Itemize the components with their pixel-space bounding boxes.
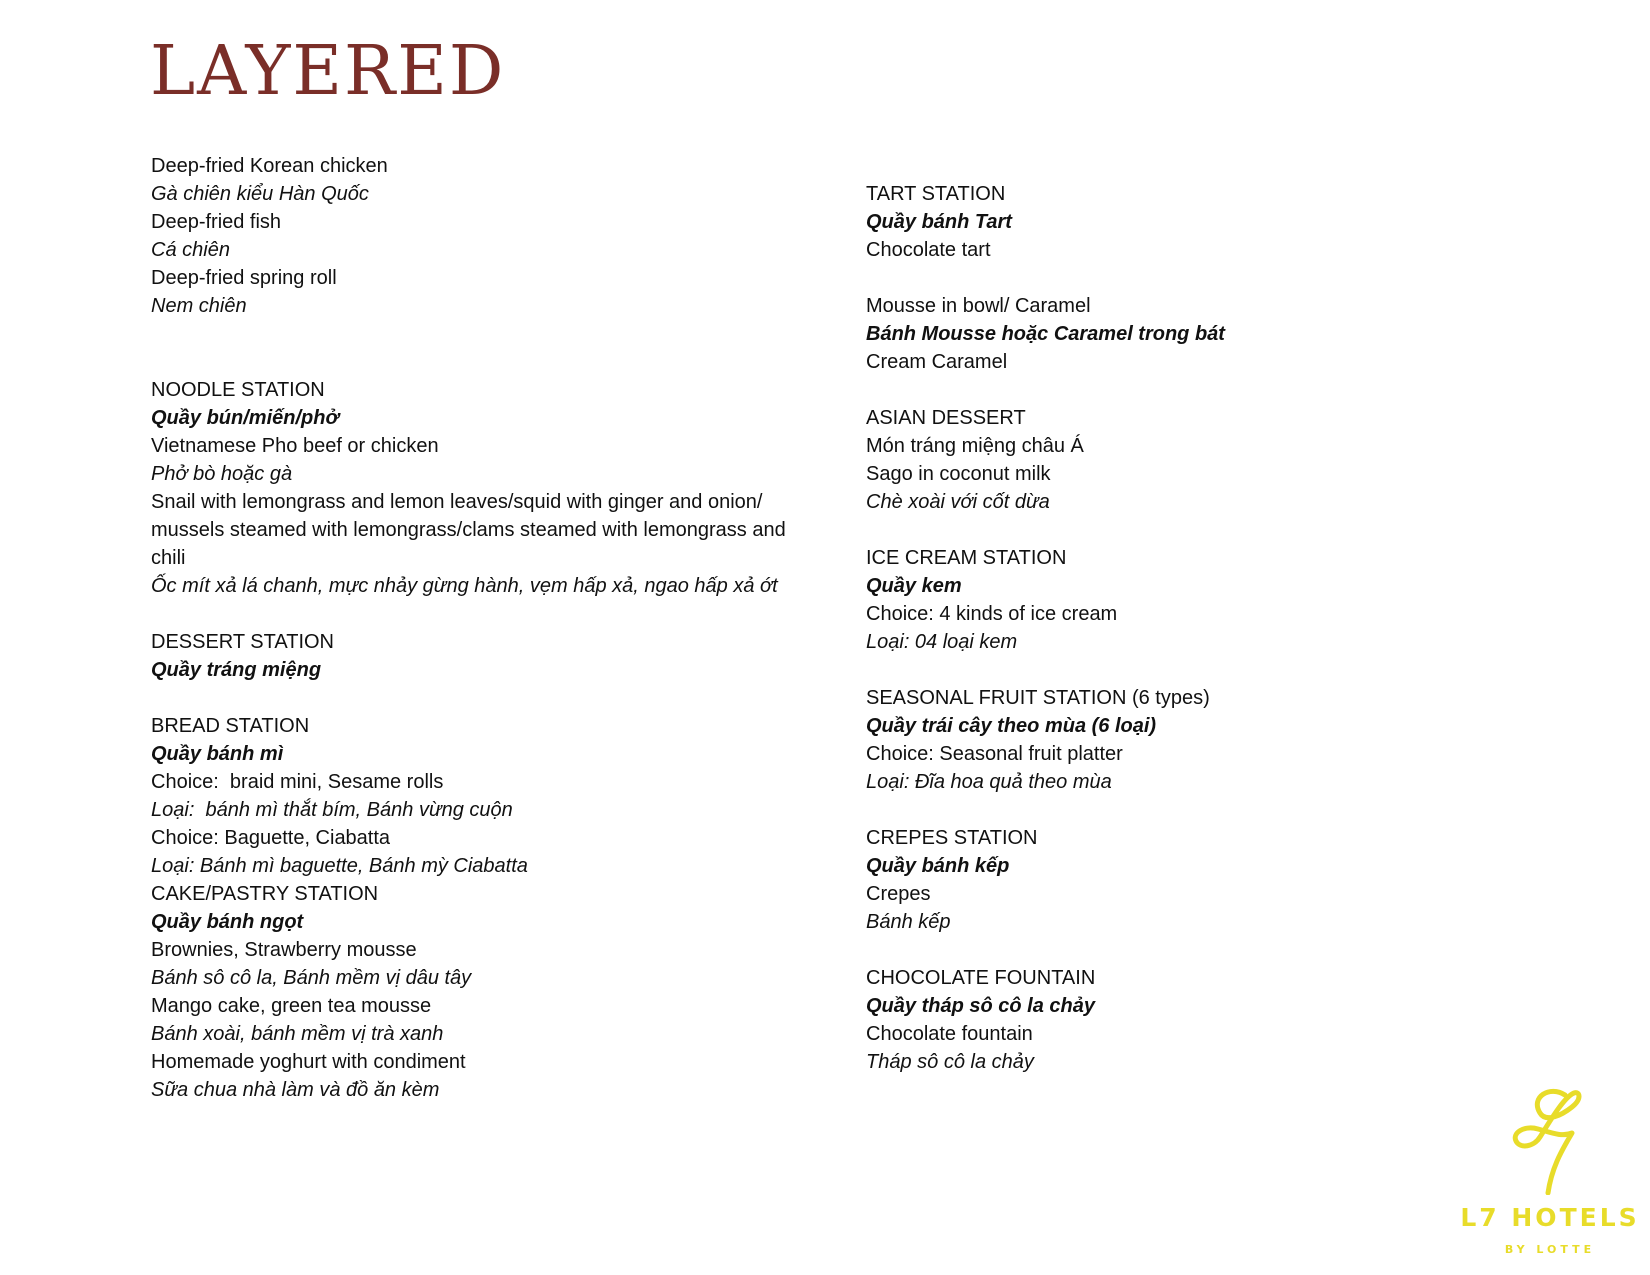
menu-item: Snail with lemongrass and lemon leaves/squid with ginger and onion/ mussels steamed with lemongrass/clams steamed with lemongrass and chili [151, 491, 792, 569]
menu-item: Cream Caramel [866, 351, 1008, 373]
menu-item-vietnamese: Loại: bánh mì thắt bím, Bánh vừng cuộn [151, 799, 513, 821]
station-heading: CREPES STATION [866, 827, 1038, 849]
menu-item: Chocolate fountain [866, 1023, 1033, 1045]
menu-item-vietnamese: Sữa chua nhà làm và đồ ăn kèm [151, 1079, 440, 1101]
menu-item: Deep-fried Korean chicken [151, 155, 388, 177]
menu-item: Vietnamese Pho beef or chicken [151, 435, 439, 457]
menu-item-vietnamese: Nem chiên [151, 295, 247, 317]
menu-item: Choice: 4 kinds of ice cream [866, 603, 1118, 625]
menu-item-vietnamese: Loại: Đĩa hoa quả theo mùa [866, 771, 1112, 793]
station-heading: Mousse in bowl/ Caramel [866, 295, 1091, 317]
logo-subtitle: BY LOTTE [1504, 1243, 1596, 1256]
station-heading-vietnamese: Quầy bún/miến/phở [151, 407, 339, 429]
station-heading: CHOCOLATE FOUNTAIN [866, 967, 1096, 989]
menu-item: Homemade yoghurt with condiment [151, 1051, 466, 1073]
menu-item-vietnamese: Gà chiên kiểu Hàn Quốc [151, 183, 369, 205]
station-heading: BREAD STATION [151, 715, 310, 737]
menu-item-vietnamese: Bánh sô cô la, Bánh mềm vị dâu tây [151, 967, 472, 989]
menu-item-vietnamese: Ốc mít xả lá chanh, mực nhảy gừng hành, vẹm hấp xả, ngao hấp xả ớt [151, 575, 778, 597]
station-heading: NOODLE STATION [151, 379, 325, 401]
menu-item: Sago in coconut milk [866, 463, 1051, 485]
menu-item: Crepes [866, 883, 931, 905]
menu-item: Brownies, Strawberry mousse [151, 939, 417, 961]
station-heading-vietnamese: Quầy bánh Tart [866, 211, 1012, 233]
station-heading-vietnamese: Quầy bánh mì [151, 743, 284, 765]
station-heading: CAKE/PASTRY STATION [151, 883, 379, 905]
brand-title: LAYERED [150, 32, 506, 111]
station-heading-vietnamese: Bánh Mousse hoặc Caramel trong bát [866, 323, 1225, 345]
menu-item-vietnamese: Loại: 04 loại kem [866, 631, 1018, 653]
station-heading: SEASONAL FRUIT STATION (6 types) [866, 687, 1210, 709]
hotel-logo [1455, 1085, 1645, 1265]
station-heading-vietnamese: Quầy kem [866, 575, 962, 597]
menu-item-vietnamese: Bánh kếp [866, 911, 951, 933]
spacer [866, 656, 1386, 684]
spacer [866, 376, 1386, 404]
station-heading-vietnamese: Quầy tháp sô cô la chảy [866, 995, 1095, 1017]
spacer [151, 320, 811, 376]
menu-item-vietnamese: Phở bò hoặc gà [151, 463, 293, 485]
menu-item-vietnamese: Loại: Bánh mì baguette, Bánh mỳ Ciabatta [151, 855, 528, 877]
menu-item: Choice: braid mini, Sesame rolls [151, 771, 444, 793]
logo-name: L7 HOTELS [1460, 1203, 1640, 1232]
station-heading-vietnamese: Quầy tráng miệng [151, 659, 322, 681]
menu-item-vietnamese: Tháp sô cô la chảy [866, 1051, 1034, 1073]
menu-item-vietnamese: Cá chiên [151, 239, 230, 261]
spacer [151, 600, 811, 628]
menu-item: Choice: Baguette, Ciabatta [151, 827, 391, 849]
menu-item: Choice: Seasonal fruit platter [866, 743, 1123, 765]
station-heading: ASIAN DESSERT [866, 407, 1026, 429]
station-heading: TART STATION [866, 183, 1006, 205]
spacer [866, 264, 1386, 292]
spacer [866, 936, 1386, 964]
menu-item-vietnamese: Chè xoài với cốt dừa [866, 491, 1050, 513]
station-heading: Món tráng miệng châu Á [866, 435, 1084, 457]
menu-item-vietnamese: Bánh xoài, bánh mềm vị trà xanh [151, 1023, 444, 1045]
station-heading: DESSERT STATION [151, 631, 334, 653]
menu-item: Chocolate tart [866, 239, 991, 261]
station-heading: ICE CREAM STATION [866, 547, 1067, 569]
menu-item: Mango cake, green tea mousse [151, 995, 432, 1017]
station-heading-vietnamese: Quầy bánh kếp [866, 855, 1010, 877]
spacer [866, 796, 1386, 824]
menu-item: Deep-fried spring roll [151, 267, 337, 289]
menu-column-right [866, 180, 1386, 1076]
station-heading-vietnamese: Quầy bánh ngọt [151, 911, 304, 933]
menu-column-left [151, 152, 811, 1104]
spacer [151, 684, 811, 712]
spacer [866, 516, 1386, 544]
menu-item: Deep-fried fish [151, 211, 282, 233]
l7-script-monogram-icon [1510, 1085, 1590, 1195]
station-heading-vietnamese: Quầy trái cây theo mùa (6 loại) [866, 715, 1157, 737]
